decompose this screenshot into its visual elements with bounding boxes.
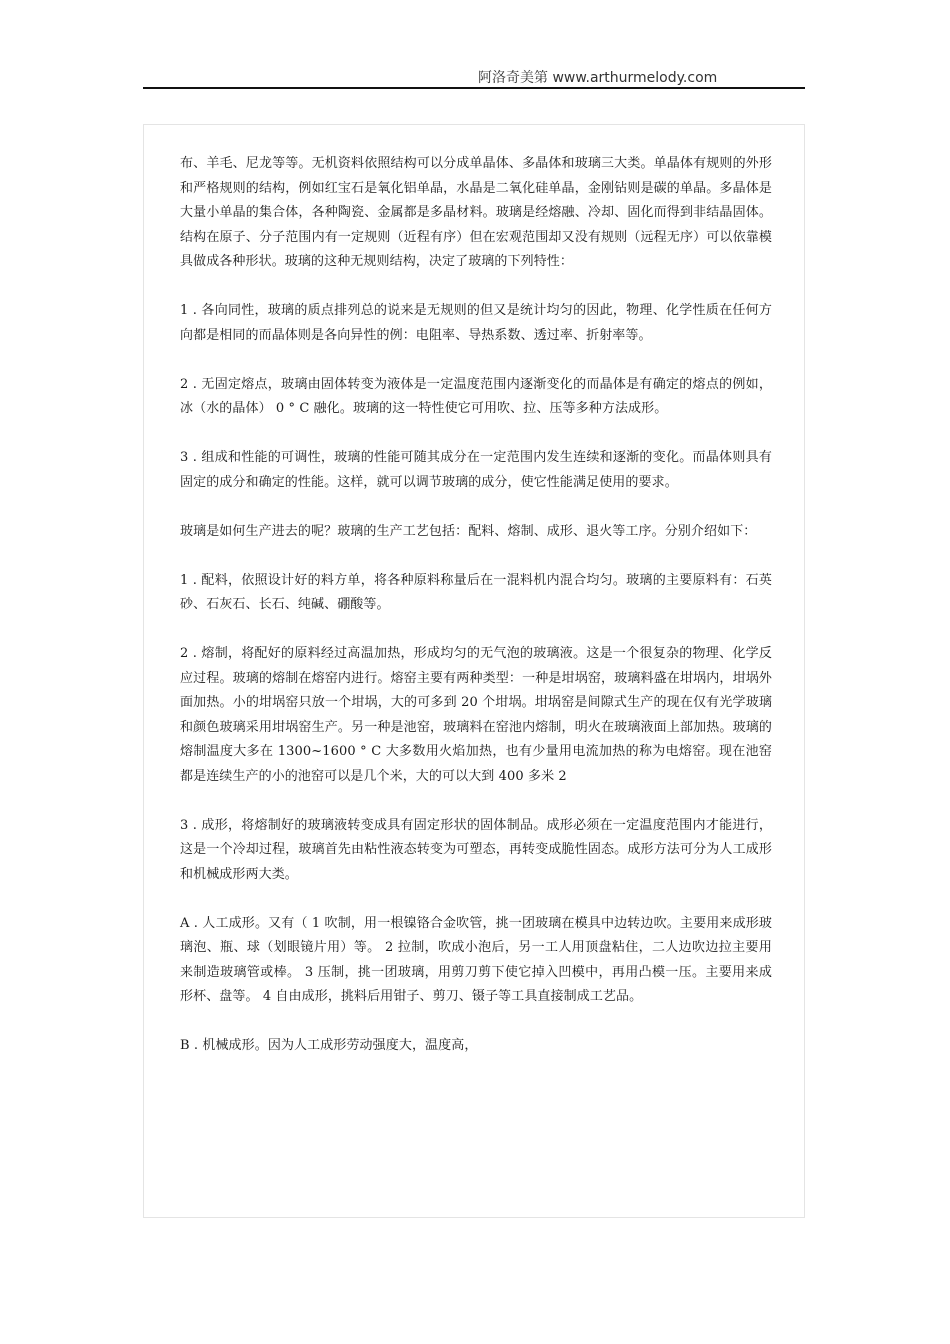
header-divider — [143, 87, 805, 89]
paragraph-machine-forming: B . 机械成形。因为人工成形劳动强度大，温度高， — [180, 1038, 478, 1053]
paragraph-no-melting-point: 2 . 无固定熔点，玻璃由固体转变为液体是一定温度范围内逐渐变化的而晶体是有确定的熔点的例如，冰（水的晶体） 0 ° C 融化。玻璃的这一特性使它可用吹、拉、压等多种方法成形。 — [180, 376, 772, 416]
paragraph-adjustability: 3 . 组成和性能的可调性，玻璃的性能可随其成分在一定范围内发生连续和逐渐的变化。而晶体则具有固定的成分和确定的性能。这样，就可以调节玻璃的成分，使它性能满足使用的要求。 — [180, 450, 772, 490]
paragraph-isotropy: 1 . 各向同性，玻璃的质点排列总的说来是无规则的但又是统计均匀的因此，物理、化学性质在任何方向都是相同的而晶体则是各向异性的例：电阻率、导热系数、透过率、折射率等。 — [180, 303, 772, 343]
header-site-text: 阿洛奇美第 www.arthurmelody.com — [478, 70, 718, 86]
paragraph-forming: 3 . 成形，将熔制好的玻璃液转变成具有固定形状的固体制品。成形必须在一定温度范围内才能进行，这是一个冷却过程，玻璃首先由粘性液态转变为可塑态，再转变成脆性固态。成形方法可分为人工成形和机械成形两大类。 — [180, 817, 772, 882]
paragraph-production-intro: 玻璃是如何生产进去的呢？玻璃的生产工艺包括：配料、熔制、成形、退火等工序。分别介绍如下： — [180, 523, 757, 539]
paragraph-intro: 布、羊毛、尼龙等等。无机资料依照结构可以分成单晶体、多晶体和玻璃三大类。单晶体有规则的外形和严格规则的结构，例如红宝石是氧化铝单晶，水晶是二氧化硅单晶，金刚钻则是碳的单晶。多晶体是大量小单晶的集合体，各种陶瓷、金属都是多晶材料。玻璃是经熔融、冷却、固化而得到非结晶固体。结构在原子、分子范围内有一定规则（近程有序）但在宏观范围却又没有规则（远程无序）可以依靠模具做成各种形状。玻璃的这种无规则结构，决定了玻璃的下列特性： — [180, 156, 772, 269]
document-body — [180, 152, 772, 1059]
paragraph-batching: 1 . 配料，依照设计好的料方单，将各种原料称量后在一混料机内混合均匀。玻璃的主要原料有：石英砂、石灰石、长石、纯碱、硼酸等。 — [180, 572, 772, 612]
paragraph-melting: 2 . 熔制，将配好的原料经过高温加热，形成均匀的无气泡的玻璃液。这是一个很复杂的物理、化学反应过程。玻璃的熔制在熔窑内进行。熔窑主要有两种类型：一种是坩埚窑，玻璃料盛在坩埚内，坩埚外面加热。小的坩埚窑只放一个坩埚，大的可多到 20 个坩埚。坩埚窑是间隙式生产的现在仅有光学玻璃和颜色玻璃采用坩埚窑生产。另一种是池窑，玻璃料在窑池内熔制，明火在玻璃液面上部加热。玻璃的熔制温度大多在 1300~1600 ° C 大多数用火焰加热，也有少量用电流加热的称为电熔窑。现在池窑都是连续生产的小的池窑可以是几个米，大的可以大到 400 多米 2 — [180, 646, 772, 784]
paragraph-manual-forming: A . 人工成形。又有（ 1 吹制，用一根镍铬合金吹管，挑一团玻璃在模具中边转边吹。主要用来成形玻璃泡、瓶、球（划眼镜片用）等。 2 拉制，吹成小泡后，另一工人用顶盘粘住，二人边吹边拉主要用来制造玻璃管或棒。 3 压制，挑一团玻璃，用剪刀剪下使它掉入凹模中，再用凸模一压。主要用来成形杯、盘等。 4 自由成形，挑料后用钳子、剪刀、镊子等工具直接制成工艺品。 — [180, 915, 772, 1004]
